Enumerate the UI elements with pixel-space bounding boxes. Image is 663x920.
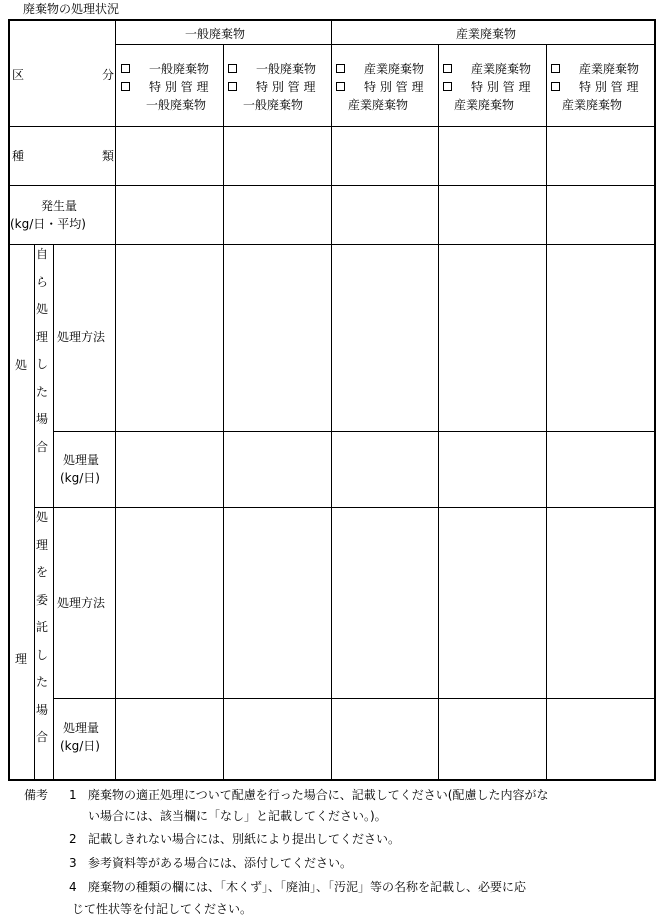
self-amount-unit: (kg/日) xyxy=(60,471,100,485)
industrial-waste-checkbox[interactable] xyxy=(551,64,560,73)
option-label: 一般廃棄物 xyxy=(256,62,317,76)
self-method-cell[interactable] xyxy=(224,245,331,431)
consign-amount-cell[interactable] xyxy=(439,699,546,779)
vchar: た xyxy=(35,675,48,689)
vchar: し xyxy=(35,357,48,371)
row-label-shori-2: 理 xyxy=(15,652,28,666)
option-label: 産業廃棄物 xyxy=(364,62,425,76)
general-waste-group-header: 一般廃棄物 xyxy=(185,27,246,41)
self-treatment-label xyxy=(35,248,49,468)
note-number: 3 xyxy=(69,856,77,870)
vchar: し xyxy=(35,647,48,662)
consign-amount-cell[interactable] xyxy=(224,699,331,779)
self-amount-cell[interactable] xyxy=(224,432,331,507)
option-label: 産業廃棄物 xyxy=(471,62,532,76)
special-control-checkbox[interactable] xyxy=(228,82,237,91)
type-cell[interactable] xyxy=(116,127,223,185)
note-text: 廃棄物の種類の欄には、「木くず」、「廃油」、「汚泥」等の名称を記載し、必要に応 xyxy=(88,880,527,894)
self-method-cell[interactable] xyxy=(547,245,654,431)
option-label: 特 別 管 理 xyxy=(364,80,424,94)
general-waste-checkbox[interactable] xyxy=(228,64,237,73)
row-label-type-a: 種 xyxy=(12,149,25,163)
note-number: 2 xyxy=(69,832,77,846)
kubun-label-left: 区 xyxy=(12,68,25,82)
vchar: 処 xyxy=(35,302,48,316)
row-label-shori-1: 処 xyxy=(15,358,28,372)
vchar: た xyxy=(35,384,48,399)
generation-cell[interactable] xyxy=(332,186,438,244)
vchar: 合 xyxy=(35,439,48,454)
industrial-waste-group-header: 産業廃棄物 xyxy=(456,27,517,41)
note-text: 参考資料等がある場合には、添付してください。 xyxy=(88,856,353,870)
consign-method-cell[interactable] xyxy=(332,508,438,698)
note-text: じて性状等を付記してください。 xyxy=(72,902,253,916)
option-label: 特 別 管 理 xyxy=(256,80,316,94)
vchar: ら xyxy=(35,274,48,289)
type-cell[interactable] xyxy=(439,127,546,185)
self-amount-label: 処理量 xyxy=(63,453,100,467)
industrial-waste-checkbox[interactable] xyxy=(443,64,452,73)
vchar: 処 xyxy=(35,510,48,524)
consign-amount-cell[interactable] xyxy=(547,699,654,779)
self-method-cell[interactable] xyxy=(116,245,223,431)
option-label: 一般廃棄物 xyxy=(149,62,210,76)
vchar: 理 xyxy=(35,329,48,344)
consign-amount-label: 処理量 xyxy=(63,721,100,735)
vchar: 理 xyxy=(35,537,48,552)
vchar: 場 xyxy=(35,702,48,717)
kubun-label-right: 分 xyxy=(102,68,115,82)
consign-method-cell[interactable] xyxy=(439,508,546,698)
option-label: 特 別 管 理 xyxy=(579,80,639,94)
generation-cell[interactable] xyxy=(547,186,654,244)
consign-method-cell[interactable] xyxy=(224,508,331,698)
consign-method-cell[interactable] xyxy=(547,508,654,698)
column-sublabel: 一般廃棄物 xyxy=(146,98,207,112)
self-method-cell[interactable] xyxy=(332,245,438,431)
consign-amount-unit: (kg/日) xyxy=(60,739,100,753)
option-label: 特 別 管 理 xyxy=(149,80,209,94)
type-cell[interactable] xyxy=(332,127,438,185)
note-number: 4 xyxy=(69,880,77,894)
column-sublabel: 産業廃棄物 xyxy=(454,98,515,112)
vchar: 合 xyxy=(35,730,48,744)
type-cell[interactable] xyxy=(547,127,654,185)
generation-cell[interactable] xyxy=(224,186,331,244)
note-number: 1 xyxy=(69,788,77,802)
special-control-checkbox[interactable] xyxy=(336,82,345,91)
option-label: 産業廃棄物 xyxy=(579,62,640,76)
column-sublabel: 産業廃棄物 xyxy=(348,98,409,112)
special-control-checkbox[interactable] xyxy=(121,82,130,91)
self-method-cell[interactable] xyxy=(439,245,546,431)
note-text: 廃棄物の適正処理について配慮を行った場合に、記載してください(配慮した内容がな xyxy=(88,788,549,802)
vchar: 委 xyxy=(35,592,48,607)
industrial-waste-checkbox[interactable] xyxy=(336,64,345,73)
column-sublabel: 産業廃棄物 xyxy=(562,98,623,112)
row-label-type-b: 類 xyxy=(102,149,115,163)
vchar: 託 xyxy=(35,620,48,634)
vchar: を xyxy=(35,565,48,579)
consign-method-label: 処理方法 xyxy=(57,596,106,610)
consigned-treatment-label xyxy=(35,511,49,759)
notes-label: 備考 xyxy=(24,788,49,802)
special-control-checkbox[interactable] xyxy=(551,82,560,91)
type-cell[interactable] xyxy=(224,127,331,185)
note-text: 記載しきれない場合には、別紙により提出してください。 xyxy=(88,832,401,846)
self-amount-cell[interactable] xyxy=(547,432,654,507)
general-waste-checkbox[interactable] xyxy=(121,64,130,73)
generation-cell[interactable] xyxy=(439,186,546,244)
column-sublabel: 一般廃棄物 xyxy=(243,98,304,112)
consign-method-cell[interactable] xyxy=(116,508,223,698)
page-title: 廃棄物の処理状況 xyxy=(23,2,120,16)
option-label: 特 別 管 理 xyxy=(471,80,531,94)
self-method-label: 処理方法 xyxy=(57,330,106,344)
consign-amount-cell[interactable] xyxy=(332,699,438,779)
self-amount-cell[interactable] xyxy=(332,432,438,507)
note-text: い場合には、該当欄に「なし」と記載してください。)。 xyxy=(88,809,387,823)
self-amount-cell[interactable] xyxy=(116,432,223,507)
self-amount-cell[interactable] xyxy=(439,432,546,507)
special-control-checkbox[interactable] xyxy=(443,82,452,91)
generation-cell[interactable] xyxy=(116,186,223,244)
vchar: 場 xyxy=(35,412,48,426)
vchar: 自 xyxy=(35,247,48,261)
consign-amount-cell[interactable] xyxy=(116,699,223,779)
row-label-generation-unit: (kg/日・平均) xyxy=(10,217,86,231)
row-label-generation: 発生量 xyxy=(41,199,78,213)
